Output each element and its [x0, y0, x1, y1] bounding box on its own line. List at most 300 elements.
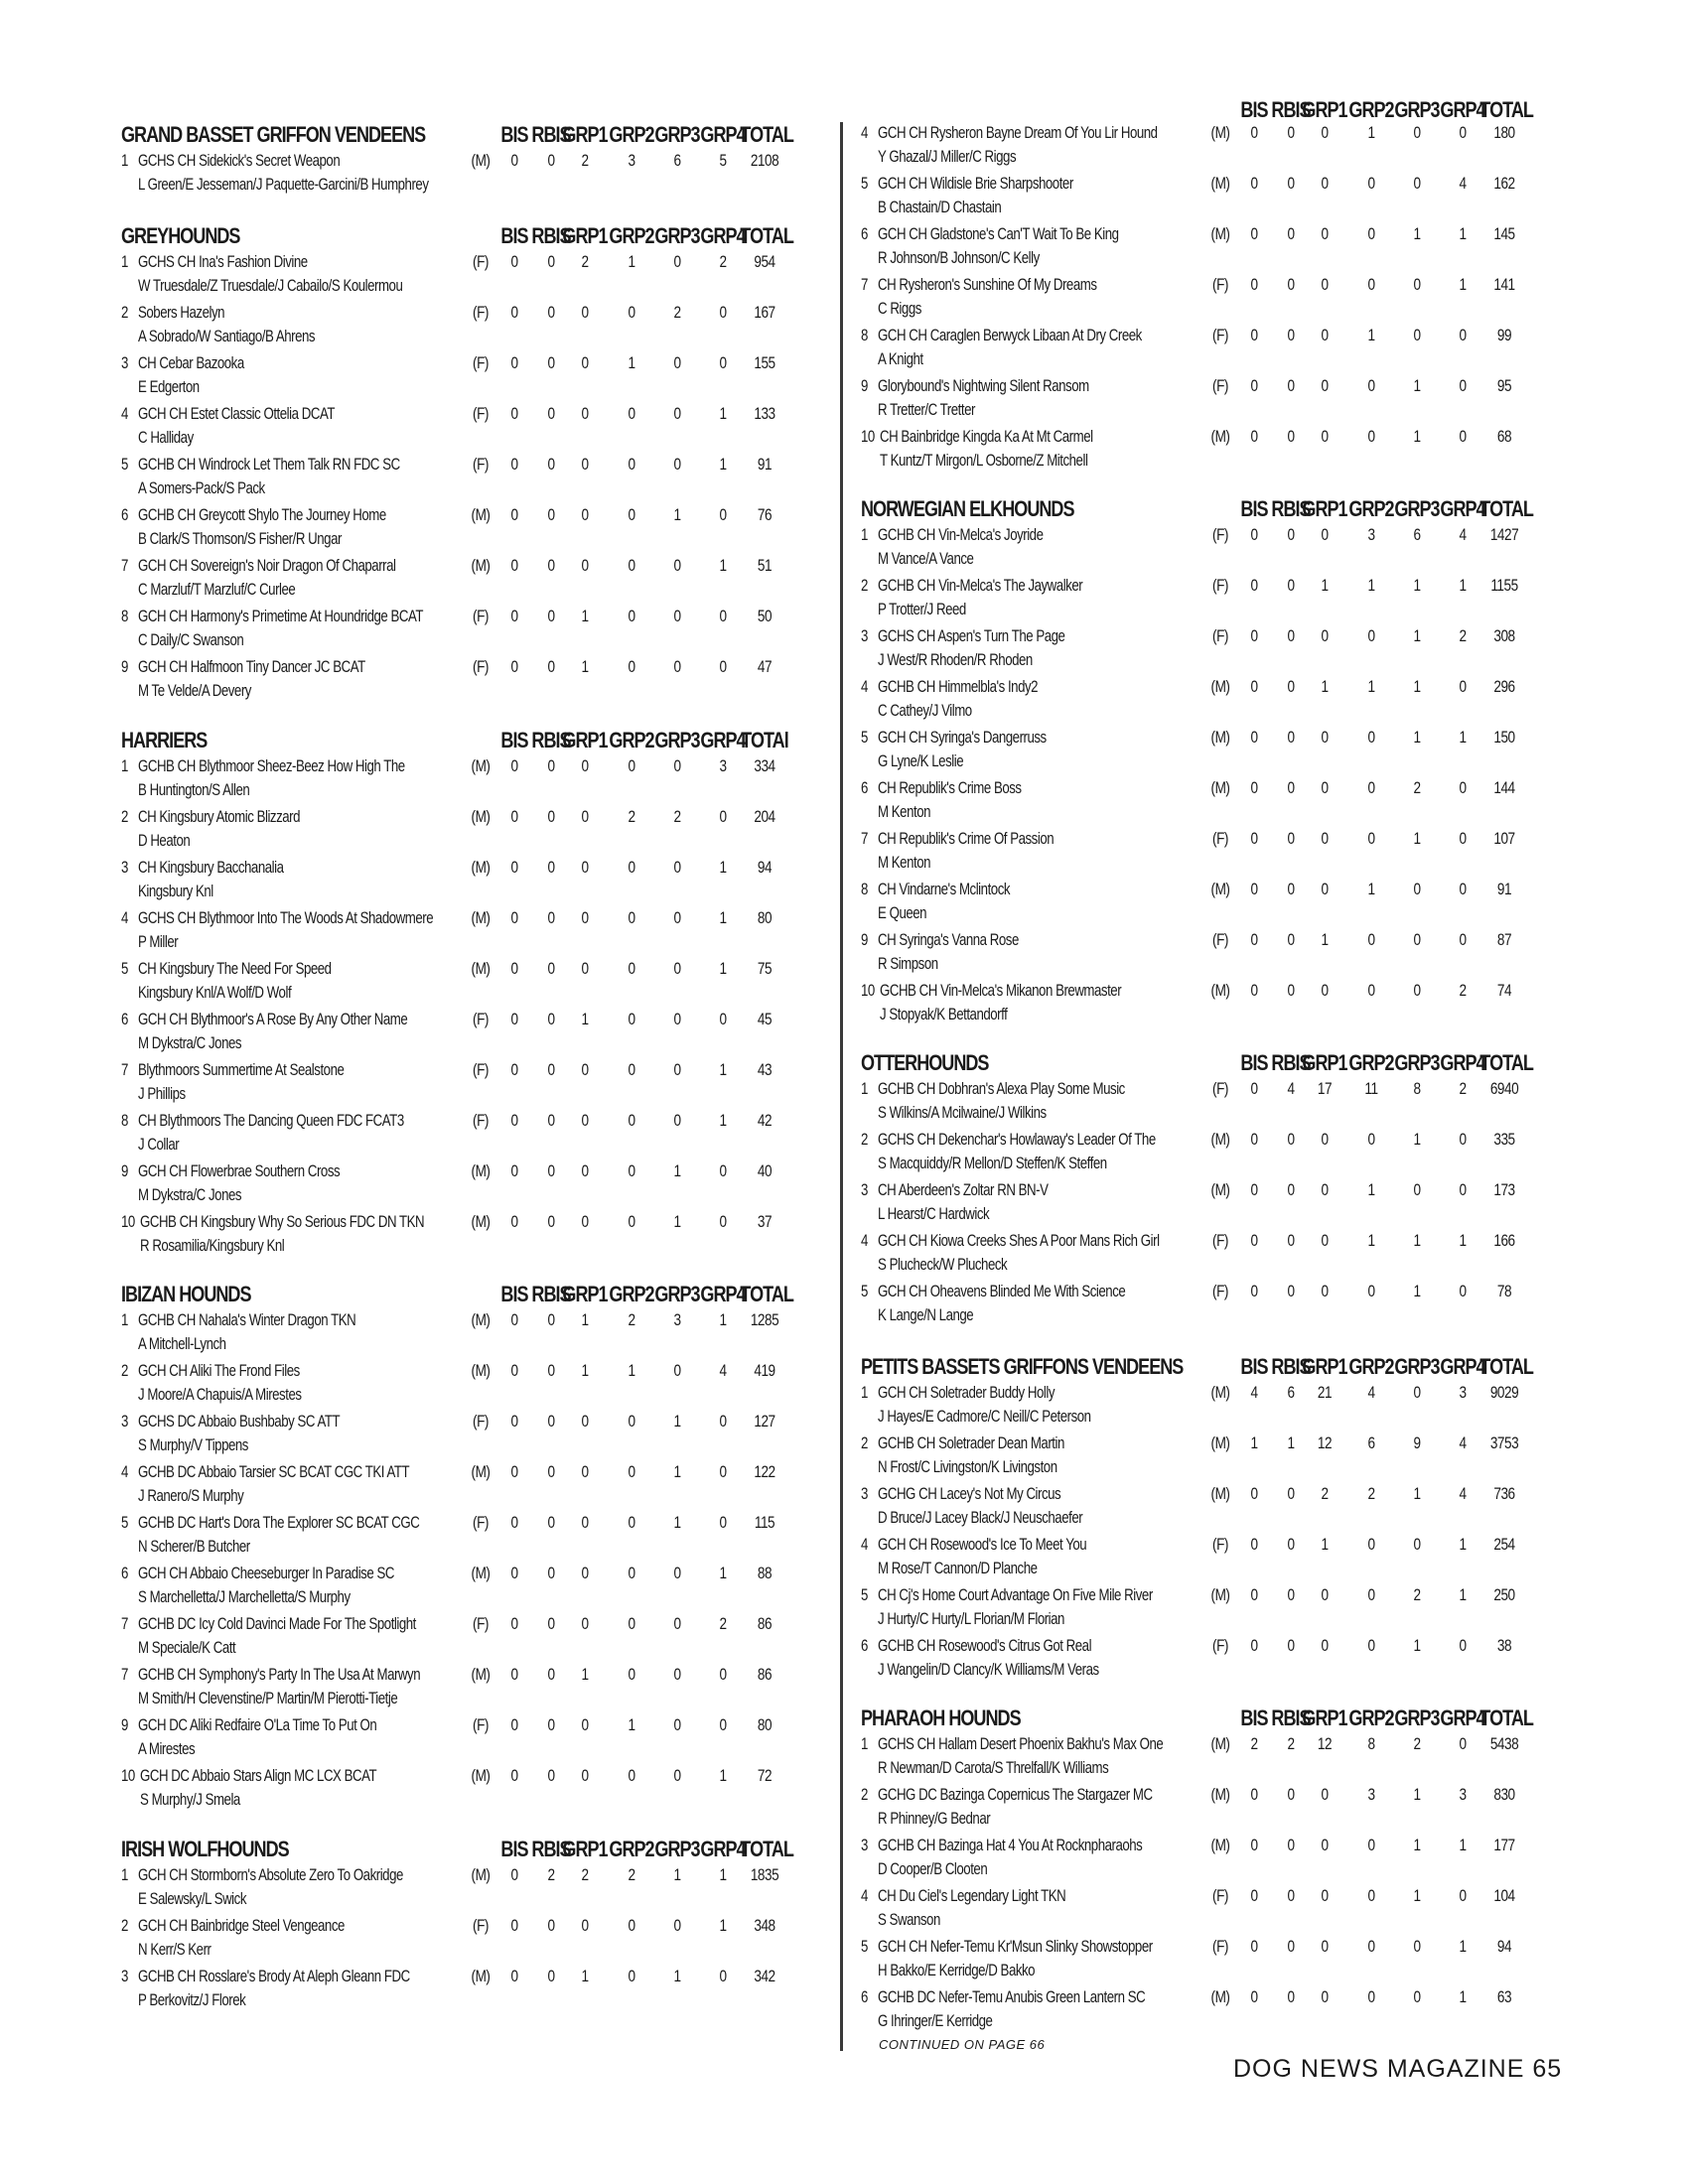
- stat-value: 6: [1287, 1383, 1295, 1402]
- owner-names: P Miller: [138, 932, 179, 951]
- stat-value: 1: [1459, 1585, 1467, 1604]
- sex-indicator: (F): [1212, 1079, 1228, 1098]
- section-header: [861, 1353, 1556, 1381]
- owner-names: P Trotter/J Reed: [878, 600, 966, 618]
- stat-value: 0: [673, 353, 681, 372]
- ranking-row: [121, 503, 816, 554]
- stat-value: 0: [1367, 829, 1375, 848]
- column-header: GRP2: [609, 1282, 654, 1306]
- stat-value: 0: [1250, 123, 1258, 142]
- stat-value: 0: [1287, 1535, 1295, 1554]
- column-header: RBIS: [531, 1837, 571, 1861]
- stat-value: 0: [1413, 1180, 1421, 1199]
- rank-number: 5: [861, 1282, 868, 1300]
- column-header: GRP2: [1348, 1050, 1394, 1075]
- stat-value: 342: [754, 1967, 775, 1985]
- stat-value: 0: [581, 959, 589, 978]
- stat-value: 1: [581, 607, 589, 625]
- stat-value: 2: [673, 303, 681, 322]
- stat-value: 0: [1250, 677, 1258, 696]
- ranking-row: [861, 1533, 1556, 1583]
- sex-indicator: (F): [1212, 326, 1228, 344]
- owner-names: S Swanson: [878, 1910, 940, 1929]
- stat-value: 0: [547, 556, 555, 575]
- stat-value: 99: [1496, 326, 1512, 344]
- stat-value: 86: [757, 1665, 773, 1684]
- stat-value: 1: [581, 1010, 589, 1028]
- stat-value: 0: [547, 1766, 555, 1785]
- stat-value: 0: [628, 1060, 635, 1079]
- ranking-row: [121, 1612, 816, 1663]
- stat-value: 0: [673, 1564, 681, 1582]
- stat-value: 68: [1496, 427, 1512, 446]
- owner-names: A Mitchell-Lynch: [138, 1334, 226, 1353]
- stat-value: 308: [1493, 626, 1515, 645]
- rank-number: 2: [121, 1361, 128, 1380]
- dog-name: GCHB CH Blythmoor Sheez-Beez How High The: [138, 756, 405, 775]
- stat-value: 1: [1413, 224, 1421, 243]
- breed-section: [861, 1732, 1556, 2036]
- stat-value: 0: [1250, 1636, 1258, 1655]
- dog-name: GCH CH Oheavens Blinded Me With Science: [878, 1282, 1126, 1300]
- dog-name: CH Bainbridge Kingda Ka At Mt Carmel: [880, 427, 1093, 446]
- stat-value: 0: [1459, 123, 1467, 142]
- sex-indicator: (F): [473, 607, 489, 625]
- rank-number: 9: [121, 1715, 128, 1734]
- stat-value: 150: [1493, 728, 1515, 747]
- stat-value: 0: [1287, 1231, 1295, 1250]
- stat-value: 1: [673, 1161, 681, 1180]
- sex-indicator: (F): [473, 1412, 489, 1431]
- ranking-row: [121, 1210, 816, 1261]
- stat-value: 0: [719, 1212, 727, 1231]
- stat-value: 3: [628, 151, 635, 170]
- stat-value: 0: [673, 1665, 681, 1684]
- column-header: RBIS: [1271, 1354, 1311, 1379]
- dog-name: GCHB DC Hart's Dora The Explorer SC BCAT CGC: [138, 1513, 420, 1532]
- column-header: GRP4: [1440, 496, 1485, 521]
- stat-value: 1: [1459, 1987, 1467, 2006]
- stat-value: 1: [581, 1361, 589, 1380]
- stat-value: 0: [1413, 123, 1421, 142]
- stat-value: 1: [1413, 427, 1421, 446]
- stat-value: 1: [1413, 1130, 1421, 1149]
- stat-value: 0: [1250, 1484, 1258, 1503]
- stat-value: 9: [1413, 1433, 1421, 1452]
- stat-value: 11: [1364, 1079, 1378, 1098]
- stat-value: 0: [1459, 427, 1467, 446]
- page-footer: DOG NEWS MAGAZINE 65: [1233, 2055, 1563, 2083]
- stat-value: 2: [1321, 1484, 1329, 1503]
- stat-value: 5: [719, 151, 727, 170]
- stat-value: 0: [510, 1462, 518, 1481]
- sex-indicator: (F): [473, 1614, 489, 1633]
- stat-value: 1: [1413, 1636, 1421, 1655]
- section-header: [861, 1049, 1556, 1077]
- dog-name: GCHB CH Nahala's Winter Dragon TKN: [138, 1310, 356, 1329]
- rank-number: 9: [861, 930, 868, 949]
- stat-value: 0: [547, 1564, 555, 1582]
- column-header: GRP4: [1440, 97, 1485, 122]
- stat-value: 0: [1287, 1937, 1295, 1956]
- owner-names: M Rose/T Cannon/D Planche: [878, 1559, 1038, 1577]
- ranking-row: [121, 655, 816, 706]
- stat-value: 0: [510, 1766, 518, 1785]
- stat-value: 0: [547, 959, 555, 978]
- stat-value: 0: [510, 908, 518, 927]
- rank-number: 5: [861, 174, 868, 193]
- stat-value: 0: [1287, 1636, 1295, 1655]
- ranking-row: [121, 1914, 816, 1965]
- stat-value: 0: [510, 303, 518, 322]
- owner-names: J Hurty/C Hurty/L Florian/M Florian: [878, 1609, 1064, 1628]
- stat-value: 1: [1321, 930, 1329, 949]
- stat-value: 3: [1459, 1785, 1467, 1804]
- sex-indicator: (M): [471, 959, 491, 978]
- stat-value: 4: [1250, 1383, 1258, 1402]
- dog-name: GCH CH Flowerbrae Southern Cross: [138, 1161, 341, 1180]
- stat-value: 0: [1287, 1785, 1295, 1804]
- stat-value: 3: [1367, 1785, 1375, 1804]
- stat-value: 0: [1367, 1636, 1375, 1655]
- ranking-row: [861, 878, 1556, 928]
- stat-value: 104: [1493, 1886, 1515, 1905]
- dog-name: GCHB CH Vin-Melca's The Jaywalker: [878, 576, 1083, 595]
- rank-number: 2: [121, 1916, 128, 1935]
- sex-indicator: (F): [473, 1715, 489, 1734]
- dog-name: GCH CH Harmony's Primetime At Houndridge BCAT: [138, 607, 424, 625]
- owner-names: C Halliday: [138, 428, 194, 447]
- rank-number: 5: [121, 455, 128, 474]
- stat-value: 2108: [750, 151, 779, 170]
- ranking-row: [121, 1008, 816, 1058]
- dog-name: GCH CH Caraglen Berwyck Libaan At Dry Creek: [878, 326, 1142, 344]
- stat-value: 173: [1493, 1180, 1515, 1199]
- stat-value: 115: [754, 1513, 775, 1532]
- stat-value: 0: [673, 607, 681, 625]
- ranking-row: [861, 425, 1556, 476]
- stat-value: 0: [1250, 576, 1258, 595]
- column-header: GRP4: [700, 1282, 746, 1306]
- stat-value: 0: [1321, 778, 1329, 797]
- stat-value: 0: [1287, 981, 1295, 1000]
- stat-value: 1: [1413, 1785, 1421, 1804]
- rank-number: 8: [861, 326, 868, 344]
- dog-name: GCHB CH Rosewood's Citrus Got Real: [878, 1636, 1092, 1655]
- stat-value: 0: [547, 151, 555, 170]
- sex-indicator: (F): [473, 455, 489, 474]
- stat-value: 0: [1459, 1282, 1467, 1300]
- sex-indicator: (M): [1210, 1734, 1230, 1753]
- stat-value: 0: [628, 858, 635, 877]
- stat-value: 76: [757, 505, 773, 524]
- breed-section: [861, 121, 1556, 476]
- stat-value: 177: [1493, 1836, 1515, 1854]
- stat-value: 0: [628, 1665, 635, 1684]
- breed-title: IRISH WOLFHOUNDS: [121, 1837, 289, 1861]
- ranking-row: [861, 121, 1556, 172]
- column-header: BIS: [1240, 1706, 1268, 1730]
- stat-value: 1: [719, 556, 727, 575]
- stat-value: 335: [1493, 1130, 1515, 1149]
- ranking-row: [121, 402, 816, 453]
- stat-value: 0: [581, 1212, 589, 1231]
- sex-indicator: (M): [471, 1310, 491, 1329]
- owner-names: M Kenton: [878, 853, 931, 872]
- stat-value: 94: [757, 858, 773, 877]
- stat-value: 0: [547, 908, 555, 927]
- stat-value: 1: [581, 1967, 589, 1985]
- column-header: GRP4: [700, 1837, 746, 1861]
- dog-name: GCHS CH Sidekick's Secret Weapon: [138, 151, 341, 170]
- stat-value: 0: [1367, 1282, 1375, 1300]
- dog-name: GCH CH Wildisle Brie Sharpshooter: [878, 174, 1073, 193]
- stat-value: 0: [547, 1310, 555, 1329]
- stat-value: 0: [581, 858, 589, 877]
- rank-number: 7: [121, 556, 128, 575]
- stat-value: 1: [719, 959, 727, 978]
- stat-value: 0: [1287, 778, 1295, 797]
- column-header: RBIS: [1271, 1050, 1311, 1075]
- rank-number: 4: [121, 404, 128, 423]
- rank-number: 6: [861, 1987, 868, 2006]
- stat-value: 0: [628, 1916, 635, 1935]
- column-header: RBIS: [531, 1282, 571, 1306]
- rank-number: 5: [861, 1937, 868, 1956]
- stat-value: 0: [510, 1665, 518, 1684]
- owner-names: S Plucheck/W Plucheck: [878, 1255, 1008, 1274]
- column-header: GRP2: [1348, 1706, 1394, 1730]
- stat-value: 0: [628, 1111, 635, 1130]
- stat-value: 1: [1321, 1535, 1329, 1554]
- stat-value: 6940: [1489, 1079, 1519, 1098]
- dog-name: CH Vindarne's Mclintock: [878, 880, 1011, 898]
- dog-name: GCHB DC Abbaio Tarsier SC BCAT CGC TKI ATT: [138, 1462, 410, 1481]
- rank-number: 3: [861, 1180, 868, 1199]
- column-header: GRP3: [1394, 1706, 1440, 1730]
- sex-indicator: (M): [471, 908, 491, 927]
- sex-indicator: (M): [1210, 1433, 1230, 1452]
- owner-names: L Green/E Jesseman/J Paquette-Garcini/B Humphrey: [138, 175, 429, 194]
- stat-value: 0: [628, 1462, 635, 1481]
- stat-value: 1: [1413, 1836, 1421, 1854]
- stat-value: 0: [581, 807, 589, 826]
- stat-value: 0: [547, 505, 555, 524]
- stat-value: 12: [1317, 1433, 1333, 1452]
- column-header: GRP1: [1302, 1050, 1347, 1075]
- stat-value: 0: [1321, 1585, 1329, 1604]
- stat-value: 133: [754, 404, 775, 423]
- stat-value: 2: [1413, 1585, 1421, 1604]
- sex-indicator: (M): [471, 556, 491, 575]
- stat-value: 0: [1321, 326, 1329, 344]
- ranking-row: [861, 1128, 1556, 1178]
- sex-indicator: (M): [471, 1212, 491, 1231]
- sex-indicator: (M): [1210, 123, 1230, 142]
- ranking-row: [121, 1160, 816, 1210]
- column-header: GRP2: [609, 728, 654, 752]
- stat-value: 0: [673, 404, 681, 423]
- sex-indicator: (M): [1210, 1180, 1230, 1199]
- stat-value: 0: [1413, 1937, 1421, 1956]
- stat-value: 166: [1493, 1231, 1515, 1250]
- stat-value: 0: [1287, 1484, 1295, 1503]
- owner-names: Y Ghazal/J Miller/C Riggs: [878, 147, 1017, 166]
- owner-names: S Macquiddy/R Mellon/D Steffen/K Steffen: [878, 1154, 1107, 1172]
- breed-title: GRAND BASSET GRIFFON VENDEENS: [121, 122, 426, 147]
- stat-value: 4: [1459, 1484, 1467, 1503]
- stat-value: 0: [628, 1967, 635, 1985]
- column-header: BIS: [500, 728, 528, 752]
- section-header: [121, 222, 816, 250]
- ranking-row: [861, 726, 1556, 776]
- stat-value: 2: [547, 1865, 555, 1884]
- ranking-row: [861, 1077, 1556, 1128]
- sex-indicator: (F): [1212, 1535, 1228, 1554]
- owner-names: A Somers-Pack/S Pack: [138, 478, 265, 497]
- dog-name: GCH CH Halfmoon Tiny Dancer JC BCAT: [138, 657, 365, 676]
- stat-value: 0: [673, 1715, 681, 1734]
- stat-value: 1: [1413, 626, 1421, 645]
- stat-value: 0: [719, 303, 727, 322]
- stat-value: 86: [757, 1614, 773, 1633]
- stat-value: 0: [547, 252, 555, 271]
- ranking-row: [861, 1884, 1556, 1935]
- rank-number: 7: [861, 275, 868, 294]
- stat-value: 0: [1287, 626, 1295, 645]
- stat-value: 1: [581, 1310, 589, 1329]
- owner-names: S Murphy/J Smela: [140, 1790, 240, 1809]
- stat-value: 1: [1413, 829, 1421, 848]
- stat-value: 0: [719, 505, 727, 524]
- ranking-row: [121, 1308, 816, 1359]
- stat-value: 0: [1321, 525, 1329, 544]
- stat-value: 74: [1496, 981, 1512, 1000]
- dog-name: CH Cj's Home Court Advantage On Five Mile River: [878, 1585, 1153, 1604]
- stat-value: 0: [673, 1010, 681, 1028]
- breed-section: [861, 1381, 1556, 1685]
- stat-value: 0: [581, 556, 589, 575]
- ranking-row: [861, 1178, 1556, 1229]
- column-header: GRP1: [1302, 97, 1347, 122]
- stat-value: 122: [754, 1462, 775, 1481]
- column-header: TOTAL: [740, 223, 793, 248]
- stat-value: 1: [581, 1665, 589, 1684]
- dog-name: CH Kingsbury The Need For Speed: [138, 959, 332, 978]
- owner-names: C Cathey/J Vilmo: [878, 701, 972, 720]
- column-header: TOTAL: [1479, 1706, 1533, 1730]
- dog-name: GCH CH Abbaio Cheeseburger In Paradise SC: [138, 1564, 394, 1582]
- column-header: GRP2: [1348, 1354, 1394, 1379]
- rank-number: 1: [121, 756, 128, 775]
- dog-name: GCHS CH Hallam Desert Phoenix Bakhu's Max One: [878, 1734, 1164, 1753]
- stat-value: 1: [1459, 1937, 1467, 1956]
- stat-value: 1: [673, 1212, 681, 1231]
- rank-number: 2: [861, 1433, 868, 1452]
- breed-title: OTTERHOUNDS: [861, 1050, 989, 1075]
- dog-name: Sobers Hazelyn: [138, 303, 225, 322]
- stat-value: 0: [628, 556, 635, 575]
- stat-value: 0: [510, 353, 518, 372]
- dog-name: CH Aberdeen's Zoltar RN BN-V: [878, 1180, 1049, 1199]
- stat-value: 0: [1250, 326, 1258, 344]
- owner-names: D Cooper/B Clooten: [878, 1859, 988, 1878]
- owner-names: B Chastain/D Chastain: [878, 198, 1002, 216]
- stat-value: 0: [1367, 1836, 1375, 1854]
- stat-value: 1: [719, 1310, 727, 1329]
- stat-value: 0: [1321, 1130, 1329, 1149]
- dog-name: Blythmoors Summertime At Sealstone: [138, 1060, 345, 1079]
- rank-number: 3: [121, 1412, 128, 1431]
- owner-names: S Marchelletta/J Marchelletta/S Murphy: [138, 1587, 351, 1606]
- breed-section: [121, 1863, 816, 2015]
- dog-name: GCH DC Aliki Redfaire O'La Time To Put On: [138, 1715, 377, 1734]
- sex-indicator: (M): [1210, 1785, 1230, 1804]
- stat-value: 0: [628, 607, 635, 625]
- stat-value: 0: [510, 455, 518, 474]
- dog-name: CH Blythmoors The Dancing Queen FDC FCAT3: [138, 1111, 404, 1130]
- rank-number: 2: [861, 1130, 868, 1149]
- stat-value: 334: [754, 756, 775, 775]
- breed-section: [861, 1077, 1556, 1330]
- stat-value: 0: [1250, 981, 1258, 1000]
- rank-number: 2: [861, 576, 868, 595]
- stat-value: 0: [719, 1513, 727, 1532]
- dog-name: GCHB CH Vin-Melca's Joyride: [878, 525, 1044, 544]
- rank-number: 4: [861, 1886, 868, 1905]
- stat-value: 0: [1250, 174, 1258, 193]
- stat-value: 0: [510, 1614, 518, 1633]
- stat-value: 0: [581, 1564, 589, 1582]
- column-header: TOTAL: [740, 1837, 793, 1861]
- column-header: GRP1: [1302, 1354, 1347, 1379]
- owner-names: J Wangelin/D Clancy/K Williams/M Veras: [878, 1660, 1099, 1679]
- rank-number: 6: [121, 505, 128, 524]
- stat-value: 0: [628, 303, 635, 322]
- rank-number: 10: [861, 427, 875, 446]
- column-header: GRP3: [654, 1837, 700, 1861]
- stat-value: 1: [1459, 1836, 1467, 1854]
- owner-names: C Riggs: [878, 299, 921, 318]
- stat-value: 419: [754, 1361, 775, 1380]
- dog-name: Glorybound's Nightwing Silent Ransom: [878, 376, 1089, 395]
- stat-value: 0: [1287, 1987, 1295, 2006]
- stat-value: 0: [547, 1412, 555, 1431]
- stat-value: 0: [1367, 1585, 1375, 1604]
- stat-value: 0: [1250, 880, 1258, 898]
- ranking-row: [861, 574, 1556, 624]
- dog-name: GCH CH Rosewood's Ice To Meet You: [878, 1535, 1087, 1554]
- stat-value: 0: [547, 1361, 555, 1380]
- stat-value: 0: [1250, 1079, 1258, 1098]
- column-header: GRP4: [1440, 1050, 1485, 1075]
- stat-value: 0: [673, 959, 681, 978]
- dog-name: GCH CH Estet Classic Ottelia DCAT: [138, 404, 335, 423]
- owner-names: M Dykstra/C Jones: [138, 1185, 242, 1204]
- stat-value: 0: [719, 1462, 727, 1481]
- stat-value: 1: [719, 1865, 727, 1884]
- owner-names: N Frost/C Livingston/K Livingston: [878, 1457, 1057, 1476]
- rank-number: 4: [861, 677, 868, 696]
- dog-name: GCHB CH Symphony's Party In The Usa At Marwyn: [138, 1665, 421, 1684]
- stat-value: 0: [510, 1865, 518, 1884]
- stat-value: 0: [628, 455, 635, 474]
- rank-number: 3: [861, 1484, 868, 1503]
- rank-number: 3: [121, 353, 128, 372]
- dog-name: GCH CH Syringa's Dangerruss: [878, 728, 1047, 747]
- stat-value: 0: [1287, 677, 1295, 696]
- stat-value: 0: [1250, 1886, 1258, 1905]
